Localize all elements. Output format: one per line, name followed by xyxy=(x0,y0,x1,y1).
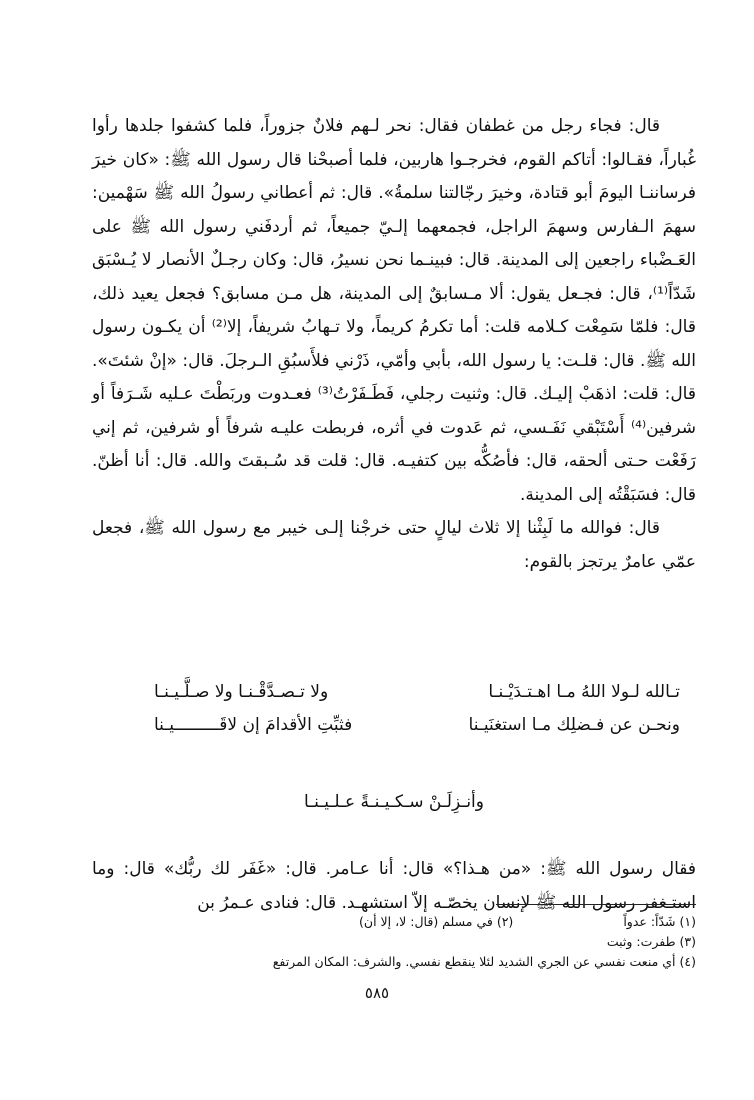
main-text-block xyxy=(92,110,696,579)
verse-line-1-right: تـالله لـولا اللهُ مـا اهـتـدَيْـنـا xyxy=(488,682,680,702)
paragraph-1: قال: فجاء رجل من غطفان فقال: نحر لـهم فلانٌ جزوراً، فلما كشفوا جلدها رأوا غُباراً، فقـالوا: أتاكم القوم، فخرجـوا هاربين، فلما أصبحْنا قال رسول الله ﷺ: «كان خيرَ فرساننـا اليومَ أبو قتادة، وخيرَ رجّالتنا سلمةُ». قال: ثم أعطاني رسولُ الله ﷺ سَهْمين: سهمَ الـفارس وسهمَ الراجل، فجمعهما إلـيّ جميعاً، ثم أردفَني رسول الله ﷺ على العَـضْباء راجعين إلى المدينة. قال: فبينـما نحن نسيرُ، قال: وكان رجـلٌ الأنصار لا يُـسْبَق شَدّاً⁽¹⁾، قال: فجـعل يقول: ألا مـسابقٌ إلى المدينة، هل مـن مسابق؟ فجعل يعيد ذلك، قال: فلمّا سَمِعْت كـلامه قلت: أما تكرمُ كريماً، ولا تـهابُ شريفاً، إلا⁽²⁾ أن يكـون رسول الله ﷺ. قال: قلـت: يا رسول الله، بأبي وأمّي، ذَرْني فلأَسبُقِ الـرجلَ. قال: «إنْ شئتَ». قال: قلت: اذهَبْ إليـك. قال: وثنيت رجلي، فَطَـفَرْتُ⁽³⁾ فعـدوت وربَطْتَ عـليه شَـرَفاً أو شرفين⁽⁴⁾ أَسْتَبْقي نَفَـسي، ثم عَدوت في أثره، فربطت عليـه شرفاً أو شرفين، ثم إني رَفَعْت حـتى ألحقه، قال: فأصُكُّه بين كتفيـه. قال: قلت قد سُـبقتَ والله. قال: أنا أظنّ. قال: فسَبَقْتُه إلى المدينة. xyxy=(92,116,696,505)
paragraph-3: فقال رسول الله ﷺ: «من هـذا؟» قال: أنا عـامر. قال: «غَفَر لك ربُّك» قال: وما استـغفر رسول الله ﷺ لإنسان يخصّـه إلاّ استشهـد. قال: فنادى عـمرُ بن xyxy=(92,859,696,913)
verse-line-1-left: ولا تـصـدَّقْـنـا ولا صـلَّـيـنـا xyxy=(154,682,329,702)
verse-line-2-right: ونحـن عن فـضلِك مـا استغنَيـنا xyxy=(468,715,680,735)
footnote-2: (٢) في مسلم (قال: لا، إلا أن) xyxy=(359,914,514,929)
verse-line-2 xyxy=(92,709,696,742)
footnote-4: (٤) أي منعت نفسي عن الجري الشديد لئلا ينقطع نفسي. والشرف: المكان المرتفع xyxy=(272,954,696,969)
paragraph-2: قال: فوالله ما لَبِثْنا إلا ثلاث ليالٍ حتى خرجْنا إلـى خيبر مع رسول الله ﷺ، فجعل عمّي عامرٌ يرتجز بالقوم: xyxy=(92,518,696,572)
footnote-divider xyxy=(496,904,696,905)
footnote-1: (١) شَدّاً: عدواً xyxy=(623,914,696,929)
footnote-3: (٣) طفرت: وثبت xyxy=(606,934,696,949)
verse-block xyxy=(92,676,696,742)
footnotes xyxy=(92,912,696,972)
verse-line-2-left: فثبِّتِ الأقدامَ إن لاقَـــــــــيـنا xyxy=(154,715,353,735)
page-number: ٥٨٥ xyxy=(364,984,390,1002)
verse-line-1 xyxy=(92,676,696,709)
footnote-row-1 xyxy=(92,912,696,932)
verse-center-line: وأنـزِلَـنْ سـكـيـنـةً عـلـيـنـا xyxy=(304,792,484,812)
